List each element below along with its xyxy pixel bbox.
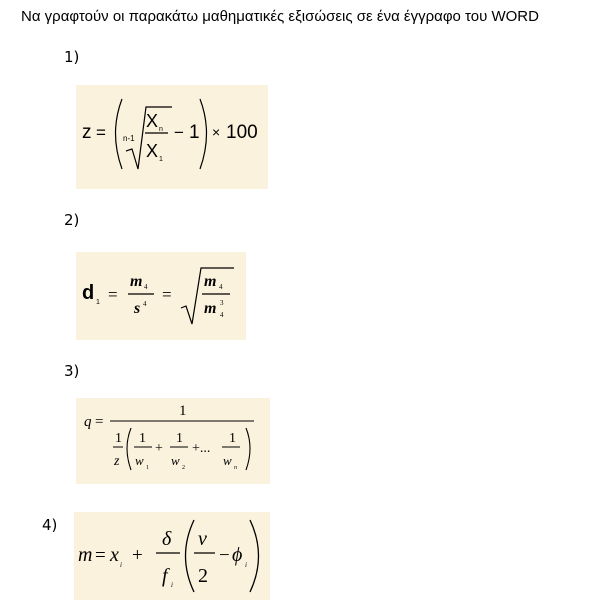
equation-2-image bbox=[76, 252, 246, 340]
eq4-f: f bbox=[162, 565, 168, 587]
eq3-tn-den: w bbox=[223, 453, 232, 468]
eq1-left-paren bbox=[116, 99, 123, 169]
eq3-one-over-z-num: 1 bbox=[115, 431, 122, 446]
eq3-t1-num: 1 bbox=[139, 431, 146, 446]
document-title: Να γραφτούν οι παρακάτω μαθηματικές εξισώσεις σε ένα έγγραφο του WORD bbox=[21, 8, 539, 25]
eq3-tn-sub: n bbox=[234, 465, 237, 471]
eq2-f1-den-sup: 4 bbox=[143, 300, 147, 308]
eq2-equals-2: = bbox=[162, 285, 172, 304]
eq3-t1-sub: 1 bbox=[146, 465, 149, 471]
eq2-f2-num-sub: 4 bbox=[219, 283, 223, 291]
equation-4-formula bbox=[74, 512, 270, 600]
eq3-t2-sub: 2 bbox=[182, 465, 185, 471]
equation-number-4: 4) bbox=[42, 516, 58, 534]
equation-3-formula bbox=[76, 398, 270, 484]
eq1-right-paren bbox=[200, 99, 207, 169]
eq4-x: x bbox=[110, 544, 119, 566]
eq2-f1-num: m bbox=[130, 273, 143, 290]
eq3-one-over-z-den: z bbox=[114, 454, 120, 469]
eq4-nu: ν bbox=[198, 528, 207, 550]
eq4-phi: ϕ bbox=[232, 544, 243, 566]
eq2-f2-den-sup: 3 bbox=[220, 299, 224, 307]
eq1-lhs: z bbox=[82, 122, 92, 143]
eq4-right-paren bbox=[250, 520, 259, 592]
equation-4-image bbox=[74, 512, 270, 600]
equation-number-1: 1) bbox=[64, 48, 80, 66]
eq2-lhs: d bbox=[82, 282, 95, 304]
eq4-plus: + bbox=[132, 545, 143, 566]
eq3-right-paren bbox=[246, 428, 250, 470]
eq1-times: × bbox=[212, 124, 221, 140]
eq1-num-var: X bbox=[146, 111, 159, 131]
eq3-left-paren bbox=[127, 428, 131, 470]
eq4-left-paren bbox=[186, 520, 195, 592]
eq3-equals: = bbox=[95, 414, 104, 430]
eq2-lhs-sub: 1 bbox=[96, 299, 100, 306]
eq1-equals: = bbox=[96, 123, 106, 142]
eq1-hundred: 100 bbox=[226, 122, 258, 143]
eq4-lhs: m bbox=[78, 544, 93, 566]
eq4-delta: δ bbox=[162, 528, 172, 550]
equation-number-3: 3) bbox=[64, 362, 80, 380]
eq3-t1-den: w bbox=[135, 453, 144, 468]
eq2-f1-num-sub: 4 bbox=[144, 283, 148, 291]
eq3-tn-num: 1 bbox=[229, 431, 236, 446]
eq2-f2-den-sub: 4 bbox=[220, 311, 224, 319]
eq4-f-sub: i bbox=[171, 581, 173, 589]
equation-3-image bbox=[76, 398, 270, 484]
equation-2-formula bbox=[76, 252, 246, 340]
eq4-two: 2 bbox=[198, 565, 208, 587]
eq3-lhs: q bbox=[84, 414, 92, 430]
eq1-den-var: X bbox=[146, 141, 159, 161]
eq3-t2-num: 1 bbox=[176, 431, 183, 446]
eq1-den-sub: 1 bbox=[159, 156, 163, 163]
eq3-t2-den: w bbox=[171, 453, 180, 468]
eq1-root-index: n-1 bbox=[123, 134, 135, 143]
eq2-f2-num: m bbox=[204, 273, 217, 290]
eq3-numerator: 1 bbox=[179, 403, 187, 419]
eq3-dots: +... bbox=[192, 441, 211, 456]
eq2-f1-den: s bbox=[134, 300, 141, 317]
eq4-minus: − bbox=[219, 545, 230, 566]
eq4-phi-sub: i bbox=[245, 561, 247, 569]
eq1-one: 1 bbox=[189, 122, 200, 143]
equation-1-formula bbox=[76, 85, 268, 189]
eq3-plus: + bbox=[155, 441, 163, 456]
eq4-x-sub: i bbox=[120, 561, 122, 569]
eq2-f2-den: m bbox=[204, 300, 217, 317]
eq1-minus: − bbox=[174, 123, 184, 142]
eq1-num-sub: n bbox=[159, 126, 163, 133]
equation-1-image bbox=[76, 85, 268, 189]
equation-number-2: 2) bbox=[64, 211, 80, 229]
eq4-equals: = bbox=[95, 545, 106, 566]
eq2-equals-1: = bbox=[108, 285, 118, 304]
